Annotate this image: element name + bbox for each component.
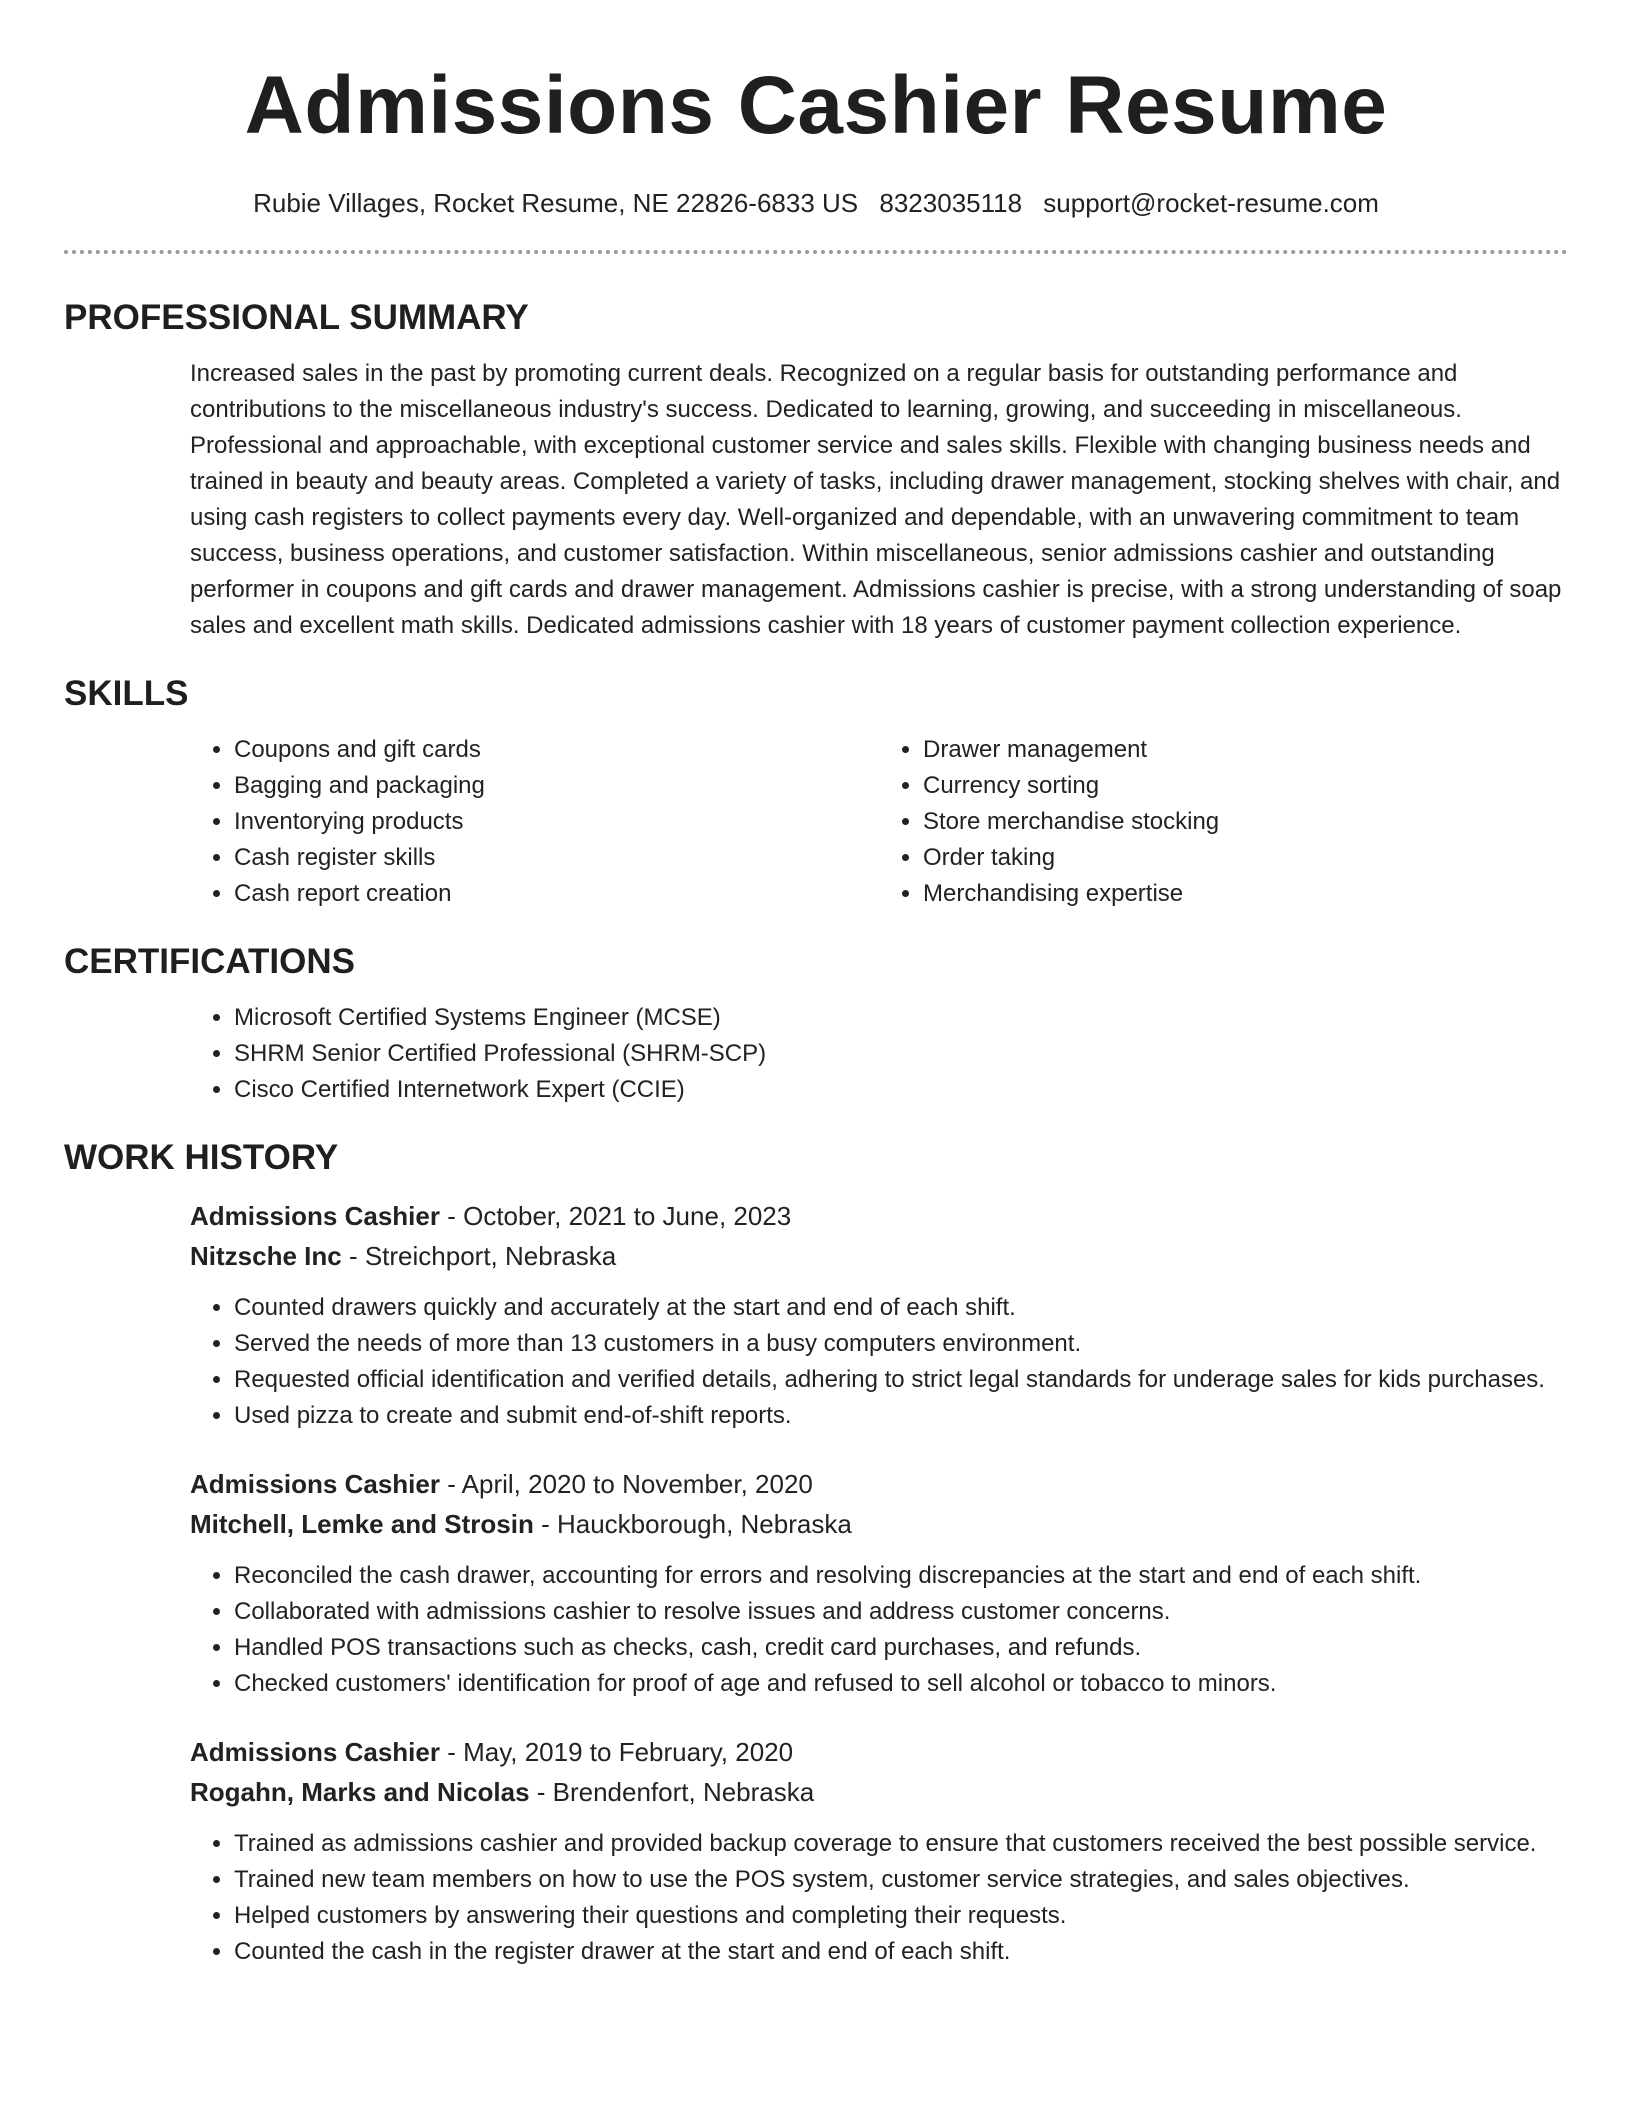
job-company-line [190,1772,1568,1812]
skill-item: • Order taking [923,840,1568,876]
skill-item: • Cash report creation [234,876,879,912]
skill-item: • Drawer management [923,732,1568,768]
job-title: Admissions Cashier [190,1469,440,1499]
skill-item: • Bagging and packaging [234,768,879,804]
job-company: Mitchell, Lemke and Strosin [190,1509,534,1539]
job-bullet: • Trained new team members on how to use the POS system, customer service strategies, and sales objectives. [234,1862,1568,1898]
job-location: - Hauckborough, Nebraska [533,1509,852,1539]
skill-item: • Store merchandise stocking [923,804,1568,840]
job-bullet: • Collaborated with admissions cashier to resolve issues and address customer concerns. [234,1594,1568,1630]
skill-item: • Currency sorting [923,768,1568,804]
job-location: - Streichport, Nebraska [341,1241,617,1271]
job-bullet: • Requested official identification and verified details, adhering to strict legal standards for underage sales for kids purchases. [234,1362,1568,1398]
job-entry [64,1464,1568,1702]
job-bullets [190,1826,1568,1970]
contact-email: support@rocket-resume.com [1043,188,1379,218]
job-bullets [190,1558,1568,1702]
skill-item: • Merchandising expertise [923,876,1568,912]
job-bullet: • Served the needs of more than 13 customers in a busy computers environment. [234,1326,1568,1362]
contact-line [64,186,1568,220]
certifications-section [64,1000,1568,1108]
skills-list [64,732,1568,912]
job-bullet: • Reconciled the cash drawer, accounting for errors and resolving discrepancies at the start and end of each shift. [234,1558,1568,1594]
job-title-line [190,1464,1568,1504]
job-bullet: • Checked customers' identification for proof of age and refused to sell alcohol or tobacco to minors. [234,1666,1568,1702]
skill-item: • Inventorying products [234,804,879,840]
job-bullet: • Helped customers by answering their questions and completing their requests. [234,1898,1568,1934]
skills-column-right [879,732,1568,912]
job-bullet: • Counted drawers quickly and accurately at the start and end of each shift. [234,1290,1568,1326]
skills-heading: SKILLS [64,674,189,713]
resume-title: Admissions Cashier Resume [244,60,1388,151]
job-bullets [190,1290,1568,1434]
job-bullet: • Counted the cash in the register drawer at the start and end of each shift. [234,1934,1568,1970]
summary-section [64,356,1568,644]
job-bullet: • Trained as admissions cashier and provided backup coverage to ensure that customers received the best possible service. [234,1826,1568,1862]
job-company: Rogahn, Marks and Nicolas [190,1777,530,1807]
job-company-line [190,1236,1568,1276]
work-history-heading: WORK HISTORY [64,1138,339,1177]
header-divider [64,250,1568,254]
certification-item: • Cisco Certified Internetwork Expert (CCIE) [234,1072,1568,1108]
job-title-line [190,1196,1568,1236]
job-dates: - April, 2020 to November, 2020 [439,1469,813,1499]
certifications-list [190,1000,1568,1108]
skills-column-left [190,732,879,912]
skill-item: • Cash register skills [234,840,879,876]
job-title: Admissions Cashier [190,1737,440,1767]
certification-item: • Microsoft Certified Systems Engineer (MCSE) [234,1000,1568,1036]
certification-item: • SHRM Senior Certified Professional (SHRM-SCP) [234,1036,1568,1072]
job-company: Nitzsche Inc [190,1241,342,1271]
job-bullet: • Handled POS transactions such as checks, cash, credit card purchases, and refunds. [234,1630,1568,1666]
job-bullet: • Used pizza to create and submit end-of-shift reports. [234,1398,1568,1434]
job-dates: - October, 2021 to June, 2023 [439,1201,792,1231]
contact-address: Rubie Villages, Rocket Resume, NE 22826-6833 US [253,188,859,218]
summary-heading: PROFESSIONAL SUMMARY [64,298,529,337]
job-entry [64,1732,1568,1970]
certifications-heading: CERTIFICATIONS [64,942,356,981]
summary-text: Increased sales in the past by promoting current deals. Recognized on a regular basis for outstanding performance and contributions to the miscellaneous industry's success. Dedicated to learning, growing, and succeeding in miscellaneous. Professional and approachable, with exceptional customer service and sales skills. Flexible with changing business needs and trained in beauty and beauty areas. Completed a variety of tasks, including drawer management, stocking shelves with chair, and using cash registers to collect payments every day. Well-organized and dependable, with an unwavering commitment to team success, business operations, and customer satisfaction. Within miscellaneous, senior admissions cashier and outstanding performer in coupons and gift cards and drawer management. Admissions cashier is precise, with a strong understanding of soap sales and excellent math skills. Dedicated admissions cashier with 18 years of customer payment collection experience. [190,360,1562,639]
job-location: - Brendenfort, Nebraska [529,1777,815,1807]
job-company-line [190,1504,1568,1544]
job-title: Admissions Cashier [190,1201,440,1231]
job-entry [64,1196,1568,1434]
contact-phone: 8323035118 [879,188,1023,218]
job-title-line [190,1732,1568,1772]
skill-item: • Coupons and gift cards [234,732,879,768]
job-dates: - May, 2019 to February, 2020 [439,1737,794,1767]
